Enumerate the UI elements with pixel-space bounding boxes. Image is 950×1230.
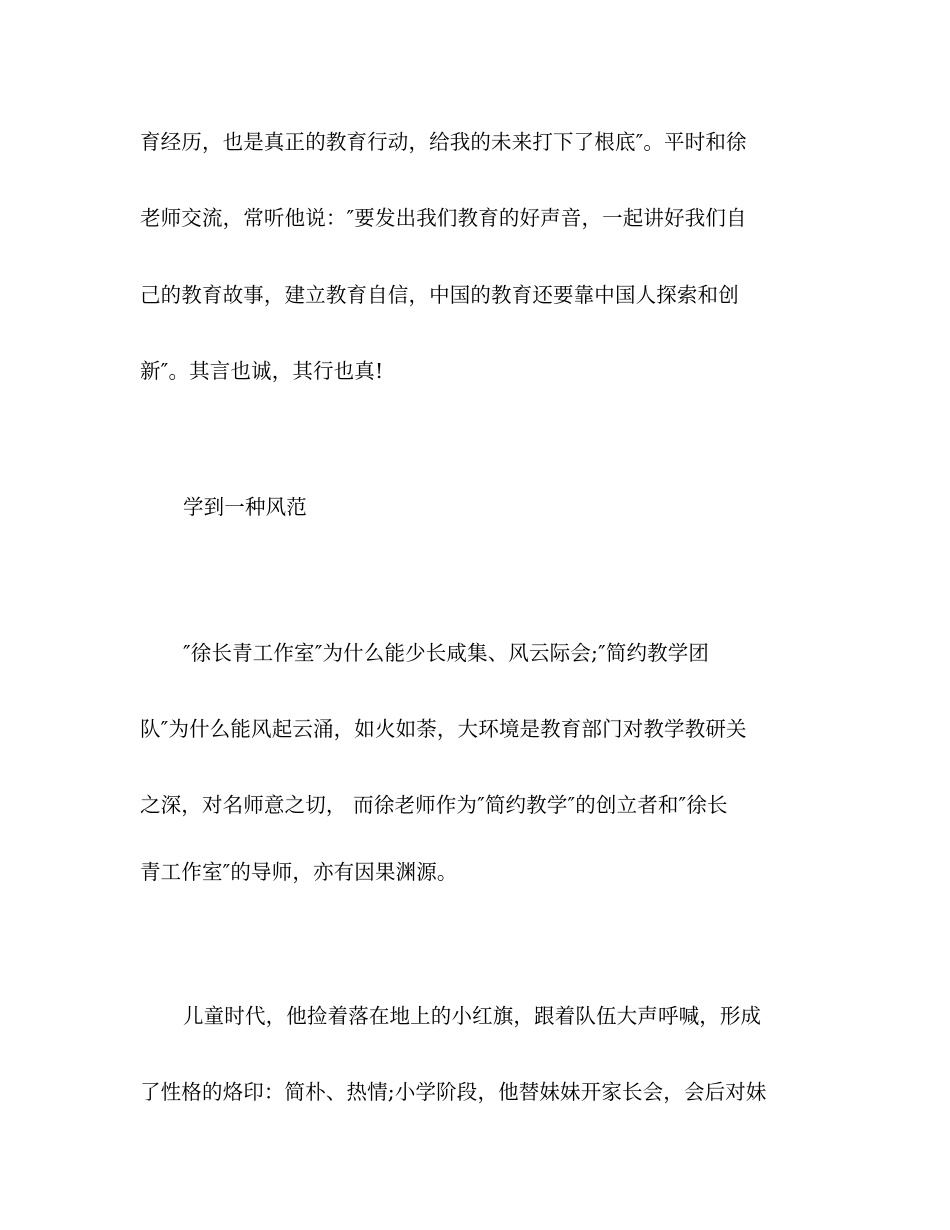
text-line: 之深，对名师意之切， 而徐老师作为″简约教学″的创立者和″徐长 bbox=[140, 793, 728, 817]
text-line: ″徐长青工作室″为什么能少长咸集、风云际会;″简约教学团 bbox=[183, 641, 710, 665]
text-line: 育经历，也是真正的教育行动，给我的未来打下了根底″。平时和徐 bbox=[140, 130, 747, 154]
text-line: 了性格的烙印：简朴、热情;小学阶段，他替妹妹开家长会，会后对妹 bbox=[140, 1080, 767, 1104]
text-line: 儿童时代，他捡着落在地上的小红旗，跟着队伍大声呼喊，形成 bbox=[183, 1004, 762, 1028]
section-heading: 学到一种风范 bbox=[183, 495, 307, 519]
text-line: 己的教育故事，建立教育自信，中国的教育还要靠中国人探索和创 bbox=[140, 283, 739, 307]
text-line: 老师交流，常听他说：″要发出我们教育的好声音，一起讲好我们自 bbox=[140, 206, 747, 230]
text-line: 青工作室″的导师，亦有因果渊源。 bbox=[140, 860, 458, 884]
text-line: 队″为什么能风起云涌，如火如荼，大环境是教育部门对教学教研关 bbox=[140, 717, 747, 741]
text-line: 新″。其言也诚，其行也真! bbox=[140, 359, 384, 383]
